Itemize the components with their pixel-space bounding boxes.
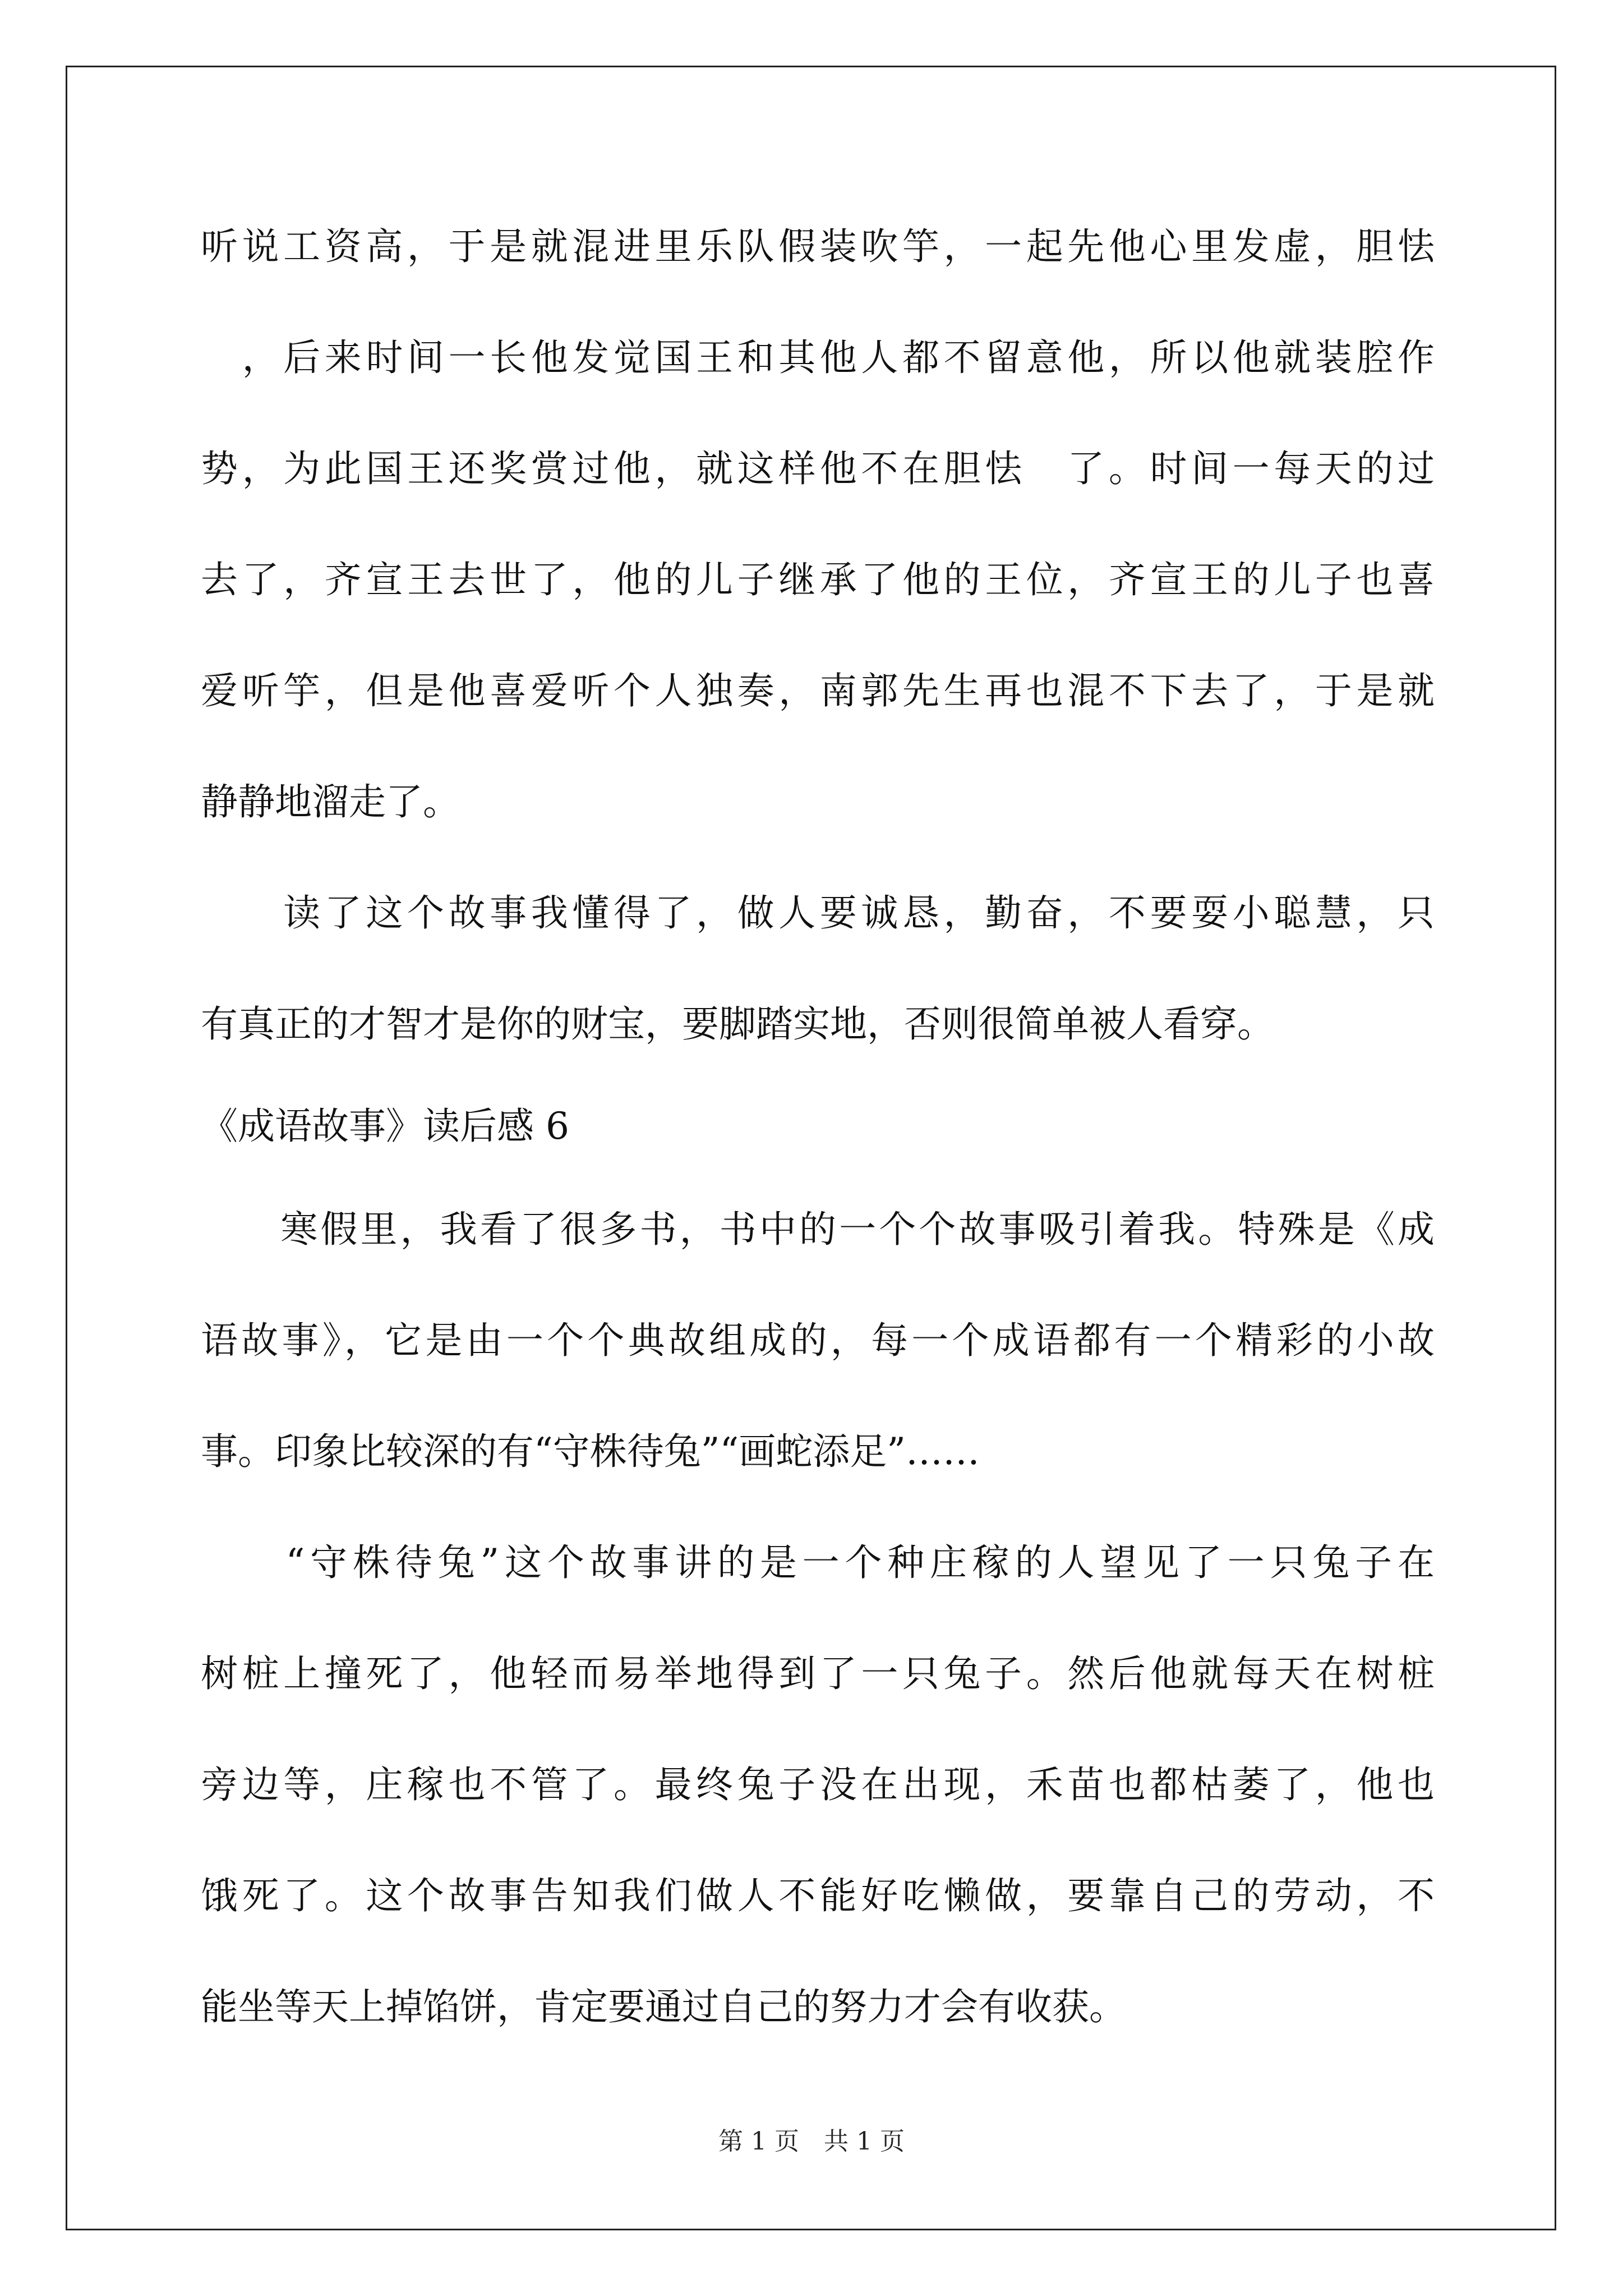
- text-line: 势，为此国王还奖赏过他，就这样他不在胆怯 了。时间一每天的过: [201, 447, 1435, 490]
- text-line: 读了这个故事我懂得了，做人要诚恳，勤奋，不要耍小聪慧，只: [201, 891, 1435, 935]
- text-line: ，后来时间一长他发觉国王和其他人都不留意他，所以他就装腔作: [201, 336, 1435, 379]
- text-line: 寒假里，我看了很多书，书中的一个个故事吸引着我。特殊是《成: [201, 1208, 1435, 1251]
- text-line: 能坐等天上掉馅饼，肯定要通过自己的努力才会有收获。: [201, 1985, 1126, 2028]
- text-line: 听说工资高，于是就混进里乐队假装吹竽，一起先他心里发虚，胆怯: [201, 225, 1435, 268]
- text-line: 语故事》，它是由一个个典故组成的，每一个成语都有一个精彩的小故: [201, 1319, 1435, 1362]
- section-heading: 《成语故事》读后感 6: [201, 1105, 569, 1148]
- text-line: 树桩上撞死了，他轻而易举地得到了一只兔子。然后他就每天在树桩: [201, 1652, 1435, 1695]
- text-line: 静静地溜走了。: [201, 780, 460, 823]
- text-line: 旁边等，庄稼也不管了。最终兔子没在出现，禾苗也都枯萎了，他也: [201, 1763, 1435, 1806]
- text-line: 事。印象比较深的有“守株待兔”“画蛇添足”……: [201, 1430, 980, 1473]
- page-footer: 第 1 页 共 1 页: [718, 2127, 905, 2156]
- text-line: “守株待兔”这个故事讲的是一个种庄稼的人望见了一只兔子在: [201, 1541, 1435, 1584]
- text-line: 爱听竽，但是他喜爱听个人独奏，南郭先生再也混不下去了，于是就: [201, 669, 1435, 712]
- text-line: 饿死了。这个故事告知我们做人不能好吃懒做，要靠自己的劳动，不: [201, 1874, 1435, 1917]
- text-line: 有真正的才智才是你的财宝，要脚踏实地，否则很简单被人看穿。: [201, 1002, 1274, 1046]
- text-line: 去了，齐宣王去世了，他的儿子继承了他的王位，齐宣王的儿子也喜: [201, 558, 1435, 601]
